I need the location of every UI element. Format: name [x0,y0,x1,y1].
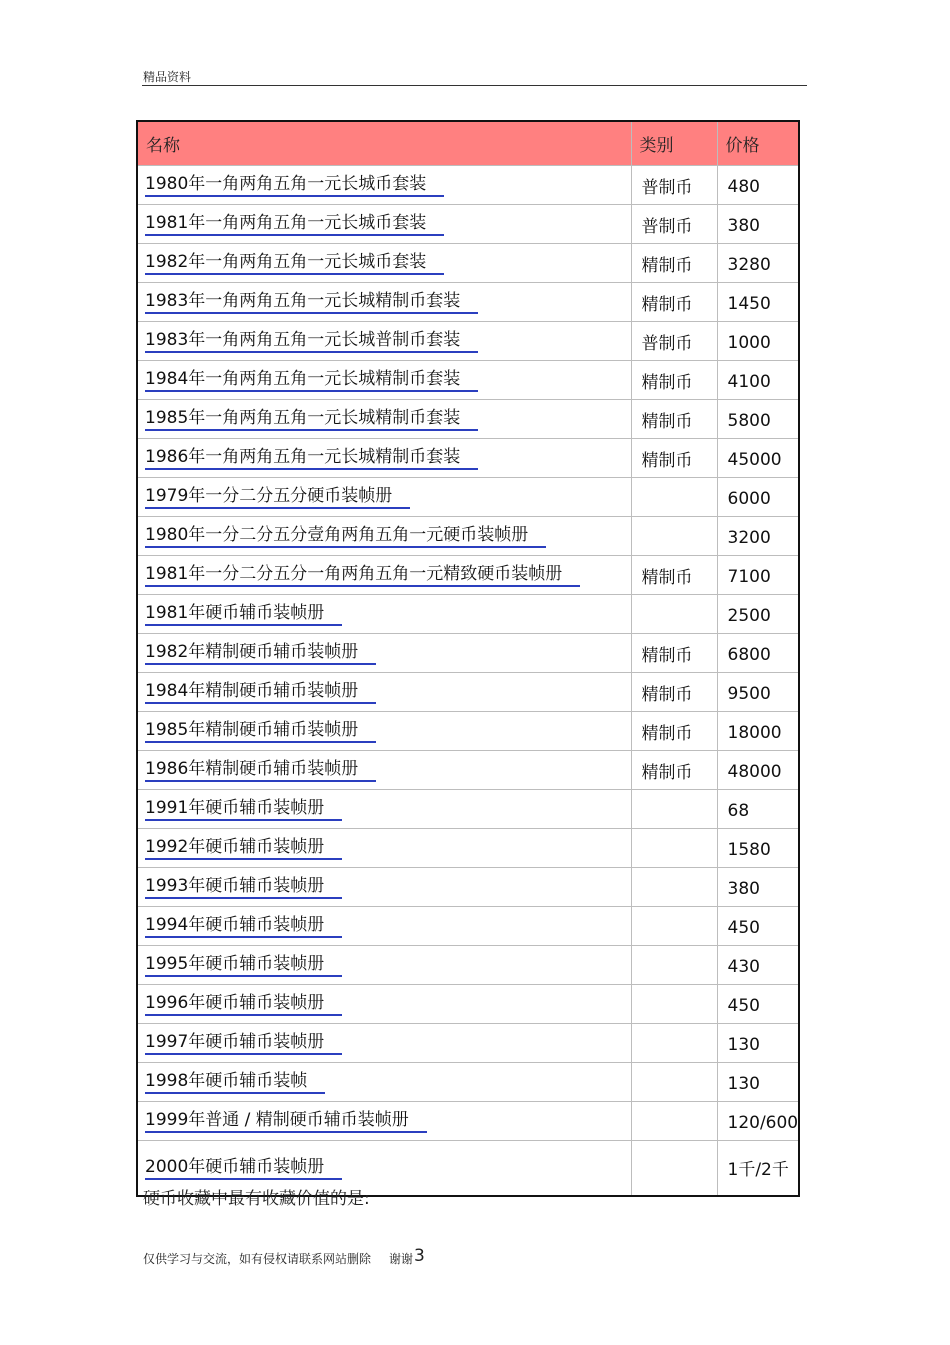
item-name-cell [137,673,631,712]
item-name-cell [137,751,631,790]
column-header-name: 名称 [137,121,631,166]
table-row [137,205,799,244]
item-price-cell: 6000 [717,478,799,517]
item-name-link[interactable]: 1983年一角两角五角一元长城普制币套装 [145,329,478,353]
table-row [137,478,799,517]
page-number: 3 [414,1246,425,1266]
item-price-cell: 430 [717,946,799,985]
item-name-cell [137,985,631,1024]
item-name-cell [137,556,631,595]
item-category-cell: 精制币 [631,439,717,478]
item-name-link[interactable]: 1981年硬币辅币装帧册 [145,602,342,626]
item-name-cell [137,868,631,907]
item-category-cell [631,595,717,634]
table-row [137,517,799,556]
table-row [137,322,799,361]
table-row [137,751,799,790]
item-name-cell [137,478,631,517]
item-name-cell [137,283,631,322]
item-price-cell: 9500 [717,673,799,712]
item-name-link[interactable]: 1984年一角两角五角一元长城精制币套装 [145,368,478,392]
item-price-cell: 1580 [717,829,799,868]
table-row [137,439,799,478]
item-category-cell: 精制币 [631,361,717,400]
item-name-cell [137,517,631,556]
item-category-cell [631,1024,717,1063]
table-row [137,244,799,283]
item-price-cell: 6800 [717,634,799,673]
item-category-cell [631,1141,717,1197]
item-category-cell: 普制币 [631,322,717,361]
item-name-cell [137,829,631,868]
item-name-cell [137,322,631,361]
item-name-cell [137,712,631,751]
item-name-cell [137,907,631,946]
item-name-link[interactable]: 1979年一分二分五分硬币装帧册 [145,485,410,509]
item-name-link[interactable]: 1981年一角两角五角一元长城币套装 [145,212,444,236]
item-category-cell [631,829,717,868]
item-price-cell: 120/600 [717,1102,799,1141]
item-name-link[interactable]: 1980年一角两角五角一元长城币套装 [145,173,444,197]
table-row [137,1024,799,1063]
header-rule [142,85,807,86]
item-price-cell: 7100 [717,556,799,595]
item-name-cell [137,790,631,829]
item-price-cell: 1450 [717,283,799,322]
footer-note: 仅供学习与交流，如有侵权请联系网站删除 [143,1252,372,1266]
table-body [137,166,799,1197]
item-name-link[interactable]: 1996年硬币辅币装帧册 [145,992,342,1016]
item-name-cell [137,595,631,634]
table-row [137,868,799,907]
table-row [137,1063,799,1102]
item-name-link[interactable]: 1999年普通 / 精制硬币辅币装帧册 [145,1109,427,1133]
item-name-cell [137,166,631,205]
column-header-category: 类别 [631,121,717,166]
item-name-link[interactable]: 1986年精制硬币辅币装帧册 [145,758,376,782]
item-name-link[interactable]: 1981年一分二分五分一角两角五角一元精致硬币装帧册 [145,563,580,587]
table-row [137,985,799,1024]
item-category-cell [631,907,717,946]
item-price-cell: 450 [717,985,799,1024]
item-price-cell: 3280 [717,244,799,283]
item-category-cell: 普制币 [631,166,717,205]
item-price-cell: 130 [717,1024,799,1063]
item-category-cell [631,1102,717,1141]
item-name-link[interactable]: 1993年硬币辅币装帧册 [145,875,342,899]
item-name-link[interactable]: 1991年硬币辅币装帧册 [145,797,342,821]
item-name-link[interactable]: 1986年一角两角五角一元长城精制币套装 [145,446,478,470]
item-name-link[interactable]: 1985年精制硬币辅币装帧册 [145,719,376,743]
table-header-row [137,121,799,166]
page-header-label: 精品资料 [143,70,192,84]
item-price-cell: 4100 [717,361,799,400]
item-name-link[interactable]: 1982年精制硬币辅币装帧册 [145,641,376,665]
table-row [137,400,799,439]
item-name-cell [137,1063,631,1102]
item-name-link[interactable]: 1997年硬币辅币装帧册 [145,1031,342,1055]
item-price-cell: 130 [717,1063,799,1102]
table-row [137,1102,799,1141]
table-row [137,283,799,322]
item-name-link[interactable]: 1998年硬币辅币装帧 [145,1070,325,1094]
coin-price-table [136,120,800,1197]
item-category-cell: 精制币 [631,556,717,595]
item-category-cell [631,478,717,517]
item-category-cell: 精制币 [631,400,717,439]
item-category-cell [631,985,717,1024]
item-name-link[interactable]: 1982年一角两角五角一元长城币套装 [145,251,444,275]
question-text: 硬币收藏中最有收藏价值的是: [143,1189,370,1209]
item-category-cell: 普制币 [631,205,717,244]
item-price-cell: 1000 [717,322,799,361]
item-name-cell [137,361,631,400]
item-name-cell [137,1024,631,1063]
item-name-link[interactable]: 1994年硬币辅币装帧册 [145,914,342,938]
item-category-cell: 精制币 [631,751,717,790]
table-row [137,595,799,634]
item-category-cell: 精制币 [631,634,717,673]
item-name-cell [137,400,631,439]
item-name-link[interactable]: 1980年一分二分五分壹角两角五角一元硬币装帧册 [145,524,546,548]
item-name-link[interactable]: 1984年精制硬币辅币装帧册 [145,680,376,704]
item-name-link[interactable]: 1995年硬币辅币装帧册 [145,953,342,977]
table-row [137,829,799,868]
item-category-cell: 精制币 [631,673,717,712]
item-price-cell: 3200 [717,517,799,556]
item-name-cell [137,946,631,985]
table-row [137,907,799,946]
item-category-cell: 精制币 [631,283,717,322]
item-category-cell [631,868,717,907]
item-category-cell [631,790,717,829]
table-row [137,673,799,712]
item-price-cell: 48000 [717,751,799,790]
item-name-link[interactable]: 1985年一角两角五角一元长城精制币套装 [145,407,478,431]
item-name-link[interactable]: 2000年硬币辅币装帧册 [145,1156,342,1180]
table-row [137,166,799,205]
item-price-cell: 5800 [717,400,799,439]
item-category-cell [631,1063,717,1102]
item-name-link[interactable]: 1983年一角两角五角一元长城精制币套装 [145,290,478,314]
table-row [137,556,799,595]
item-price-cell: 45000 [717,439,799,478]
footer-thanks: 谢谢 [389,1252,414,1266]
table-row [137,946,799,985]
item-name-cell [137,634,631,673]
item-price-cell: 68 [717,790,799,829]
item-category-cell [631,946,717,985]
item-name-cell [137,1102,631,1141]
table-row [137,712,799,751]
table-row [137,361,799,400]
item-price-cell: 380 [717,205,799,244]
item-name-link[interactable]: 1992年硬币辅币装帧册 [145,836,342,860]
item-price-cell: 480 [717,166,799,205]
table-row [137,790,799,829]
item-name-cell [137,244,631,283]
column-header-price: 价格 [717,121,799,166]
item-price-cell: 2500 [717,595,799,634]
item-price-cell: 1千/2千 [717,1141,799,1197]
item-name-cell [137,205,631,244]
item-price-cell: 380 [717,868,799,907]
item-category-cell [631,517,717,556]
item-category-cell: 精制币 [631,712,717,751]
item-category-cell: 精制币 [631,244,717,283]
item-price-cell: 450 [717,907,799,946]
item-name-cell [137,439,631,478]
table-row [137,634,799,673]
item-price-cell: 18000 [717,712,799,751]
